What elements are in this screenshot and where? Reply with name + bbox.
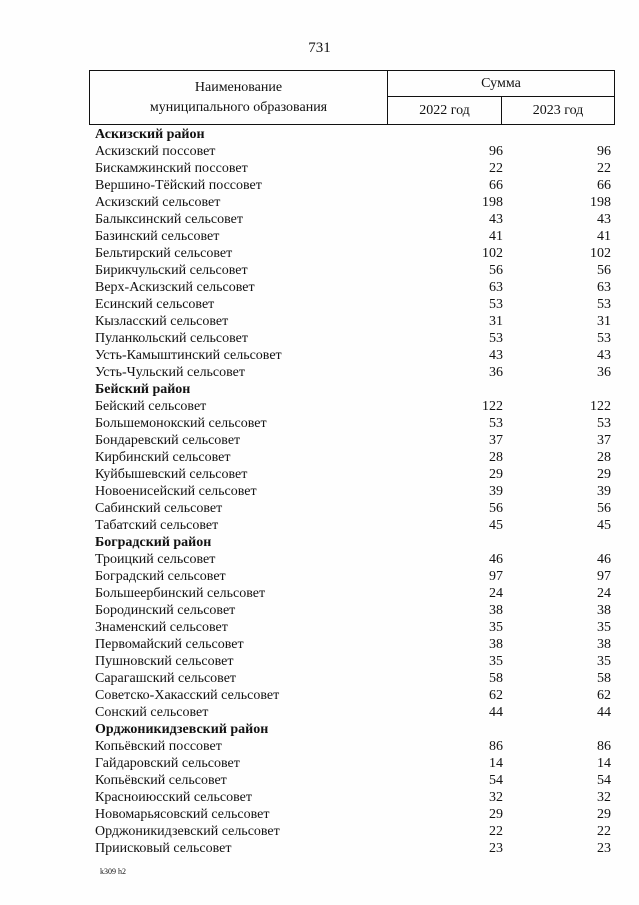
- municipality-name: Боградский сельсовет: [95, 569, 226, 584]
- amount-2022: 35: [489, 654, 503, 669]
- table-row: [95, 313, 615, 330]
- municipality-name: Гайдаровский сельсовет: [95, 756, 240, 771]
- amount-2023: 28: [597, 450, 611, 465]
- municipality-name: Бондаревский сельсовет: [95, 433, 241, 448]
- table-row: [95, 177, 615, 194]
- municipality-name: Знаменский сельсовет: [95, 620, 228, 635]
- table-row: [95, 143, 615, 160]
- amount-2023: 24: [597, 586, 611, 601]
- table-row: [95, 670, 615, 687]
- amount-2023: 54: [597, 773, 611, 788]
- amount-2022: 56: [489, 263, 503, 278]
- amount-2023: 46: [597, 552, 611, 567]
- table-row: [95, 432, 615, 449]
- page-number: 731: [308, 40, 331, 56]
- municipality-name: Копьёвский сельсовет: [95, 773, 227, 788]
- municipality-name: Красноиюсский сельсовет: [95, 790, 252, 805]
- table-row: [95, 738, 615, 755]
- table-row: [95, 636, 615, 653]
- amount-2023: 41: [597, 229, 611, 244]
- amount-2023: 56: [597, 501, 611, 516]
- amount-2022: 29: [489, 807, 503, 822]
- amount-2022: 37: [489, 433, 503, 448]
- column-header-name-line2: муниципального образования: [149, 99, 328, 115]
- municipality-name: Есинский сельсовет: [95, 297, 215, 312]
- amount-2022: 22: [489, 161, 503, 176]
- municipality-name: Куйбышевский сельсовет: [95, 467, 248, 482]
- amount-2023: 22: [597, 161, 611, 176]
- amount-2022: 43: [489, 212, 503, 227]
- table-row: [95, 262, 615, 279]
- amount-2023: 31: [597, 314, 611, 329]
- amount-2023: 23: [597, 841, 611, 856]
- amount-2023: 97: [597, 569, 611, 584]
- municipality-name: Большеербинский сельсовет: [95, 586, 266, 601]
- amount-2023: 37: [597, 433, 611, 448]
- table-header: [89, 70, 615, 125]
- column-header-name-line1: Наименование: [194, 79, 283, 95]
- amount-2023: 96: [597, 144, 611, 159]
- district-name: Орджоникидзевский район: [95, 722, 269, 737]
- amount-2022: 63: [489, 280, 503, 295]
- municipality-name: Бирикчульский сельсовет: [95, 263, 248, 278]
- table-row: [95, 245, 615, 262]
- table-row: [95, 602, 615, 619]
- amount-2022: 38: [489, 603, 503, 618]
- table-row: [95, 568, 615, 585]
- municipality-name: Троицкий сельсовет: [95, 552, 216, 567]
- table-row: [95, 517, 615, 534]
- amount-2022: 53: [489, 331, 503, 346]
- table-row: [95, 415, 615, 432]
- amount-2023: 58: [597, 671, 611, 686]
- municipality-name: Кызласский сельсовет: [95, 314, 229, 329]
- district-heading-row: [95, 381, 615, 398]
- amount-2023: 29: [597, 467, 611, 482]
- municipality-name: Аскизский поссовет: [95, 144, 216, 159]
- municipality-name: Верх-Аскизский сельсовет: [95, 280, 255, 295]
- amount-2022: 122: [482, 399, 503, 414]
- amount-2022: 53: [489, 416, 503, 431]
- amount-2023: 53: [597, 297, 611, 312]
- amount-2022: 56: [489, 501, 503, 516]
- amount-2022: 36: [489, 365, 503, 380]
- amount-2022: 66: [489, 178, 503, 193]
- municipality-name: Вершино-Тёйский поссовет: [95, 178, 262, 193]
- table-row: [95, 330, 615, 347]
- amount-2022: 32: [489, 790, 503, 805]
- amount-2022: 31: [489, 314, 503, 329]
- municipality-name: Табатский сельсовет: [95, 518, 219, 533]
- table-row: [95, 806, 615, 823]
- amount-2022: 97: [489, 569, 503, 584]
- district-heading-row: [95, 126, 615, 143]
- municipality-name: Бородинский сельсовет: [95, 603, 236, 618]
- municipality-name: Новомарьясовский сельсовет: [95, 807, 270, 822]
- amount-2022: 35: [489, 620, 503, 635]
- amount-2023: 53: [597, 331, 611, 346]
- amount-2022: 53: [489, 297, 503, 312]
- table-row: [95, 279, 615, 296]
- amount-2023: 14: [597, 756, 611, 771]
- table-row: [95, 398, 615, 415]
- municipality-name: Большемонокский сельсовет: [95, 416, 267, 431]
- amount-2023: 32: [597, 790, 611, 805]
- municipality-name: Бейский сельсовет: [95, 399, 207, 414]
- table-row: [95, 823, 615, 840]
- table-row: [95, 347, 615, 364]
- document-code: k309 h2: [100, 867, 126, 876]
- amount-2022: 54: [489, 773, 503, 788]
- table-row: [95, 194, 615, 211]
- amount-2022: 29: [489, 467, 503, 482]
- amount-2023: 29: [597, 807, 611, 822]
- amount-2022: 46: [489, 552, 503, 567]
- amount-2023: 86: [597, 739, 611, 754]
- municipality-name: Базинский сельсовет: [95, 229, 220, 244]
- municipality-name: Пушновский сельсовет: [95, 654, 234, 669]
- table-row: [95, 653, 615, 670]
- municipality-name: Копьёвский поссовет: [95, 739, 222, 754]
- municipality-name: Сарагашский сельсовет: [95, 671, 237, 686]
- amount-2022: 28: [489, 450, 503, 465]
- amount-2022: 86: [489, 739, 503, 754]
- table-row: [95, 789, 615, 806]
- amount-2023: 56: [597, 263, 611, 278]
- table-row: [95, 228, 615, 245]
- amount-2022: 23: [489, 841, 503, 856]
- column-header-sum: Сумма: [388, 71, 614, 97]
- municipality-name: Балыксинский сельсовет: [95, 212, 243, 227]
- amount-2022: 38: [489, 637, 503, 652]
- municipality-name: Усть-Камыштинский сельсовет: [95, 348, 282, 363]
- amount-2022: 58: [489, 671, 503, 686]
- municipality-name: Сабинский сельсовет: [95, 501, 223, 516]
- municipality-name: Усть-Чульский сельсовет: [95, 365, 246, 380]
- table-row: [95, 687, 615, 704]
- column-header-name: [90, 71, 388, 124]
- table-row: [95, 840, 615, 857]
- amount-2023: 53: [597, 416, 611, 431]
- amount-2023: 66: [597, 178, 611, 193]
- amount-2023: 198: [590, 195, 611, 210]
- amount-2023: 63: [597, 280, 611, 295]
- amount-2022: 22: [489, 824, 503, 839]
- municipality-name: Бельтирский сельсовет: [95, 246, 233, 261]
- amount-2022: 198: [482, 195, 503, 210]
- column-header-2022: 2022 год: [388, 97, 502, 124]
- amount-2022: 41: [489, 229, 503, 244]
- amount-2022: 62: [489, 688, 503, 703]
- table-row: [95, 585, 615, 602]
- amount-2022: 14: [489, 756, 503, 771]
- table-row: [95, 160, 615, 177]
- amount-2023: 39: [597, 484, 611, 499]
- municipality-name: Советско-Хакасский сельсовет: [95, 688, 280, 703]
- table-row: [95, 704, 615, 721]
- amount-2022: 45: [489, 518, 503, 533]
- municipality-name: Орджоникидзевский сельсовет: [95, 824, 280, 839]
- table-row: [95, 619, 615, 636]
- amount-2023: 43: [597, 212, 611, 227]
- amount-2023: 22: [597, 824, 611, 839]
- municipality-name: Сонский сельсовет: [95, 705, 209, 720]
- amount-2023: 36: [597, 365, 611, 380]
- district-name: Боградский район: [95, 535, 212, 550]
- district-heading-row: [95, 721, 615, 738]
- district-heading-row: [95, 534, 615, 551]
- table-row: [95, 449, 615, 466]
- amount-2022: 102: [482, 246, 503, 261]
- municipality-name: Кирбинский сельсовет: [95, 450, 231, 465]
- table-row: [95, 772, 615, 789]
- district-name: Бейский район: [95, 382, 191, 397]
- amount-2023: 122: [590, 399, 611, 414]
- table-row: [95, 755, 615, 772]
- amount-2022: 96: [489, 144, 503, 159]
- amount-2022: 24: [489, 586, 503, 601]
- table-row: [95, 483, 615, 500]
- district-name: Аскизский район: [95, 127, 205, 142]
- municipality-name: Бискамжинский поссовет: [95, 161, 248, 176]
- table-row: [95, 500, 615, 517]
- table-row: [95, 551, 615, 568]
- amount-2023: 35: [597, 654, 611, 669]
- amount-2023: 62: [597, 688, 611, 703]
- table-row: [95, 466, 615, 483]
- municipality-name: Первомайский сельсовет: [95, 637, 244, 652]
- municipality-name: Аскизский сельсовет: [95, 195, 221, 210]
- column-header-2023: 2023 год: [532, 103, 584, 118]
- amount-2023: 44: [597, 705, 611, 720]
- amount-2023: 45: [597, 518, 611, 533]
- table-row: [95, 364, 615, 381]
- municipality-name: Новоенисейский сельсовет: [95, 484, 257, 499]
- table-body: [95, 126, 615, 857]
- table-row: [95, 211, 615, 228]
- municipality-name: Пуланкольский сельсовет: [95, 331, 249, 346]
- amount-2023: 35: [597, 620, 611, 635]
- amount-2022: 43: [489, 348, 503, 363]
- amount-2023: 102: [590, 246, 611, 261]
- municipality-name: Приисковый сельсовет: [95, 841, 232, 856]
- amount-2023: 38: [597, 603, 611, 618]
- amount-2022: 39: [489, 484, 503, 499]
- amount-2022: 44: [489, 705, 503, 720]
- amount-2023: 38: [597, 637, 611, 652]
- amount-2023: 43: [597, 348, 611, 363]
- table-row: [95, 296, 615, 313]
